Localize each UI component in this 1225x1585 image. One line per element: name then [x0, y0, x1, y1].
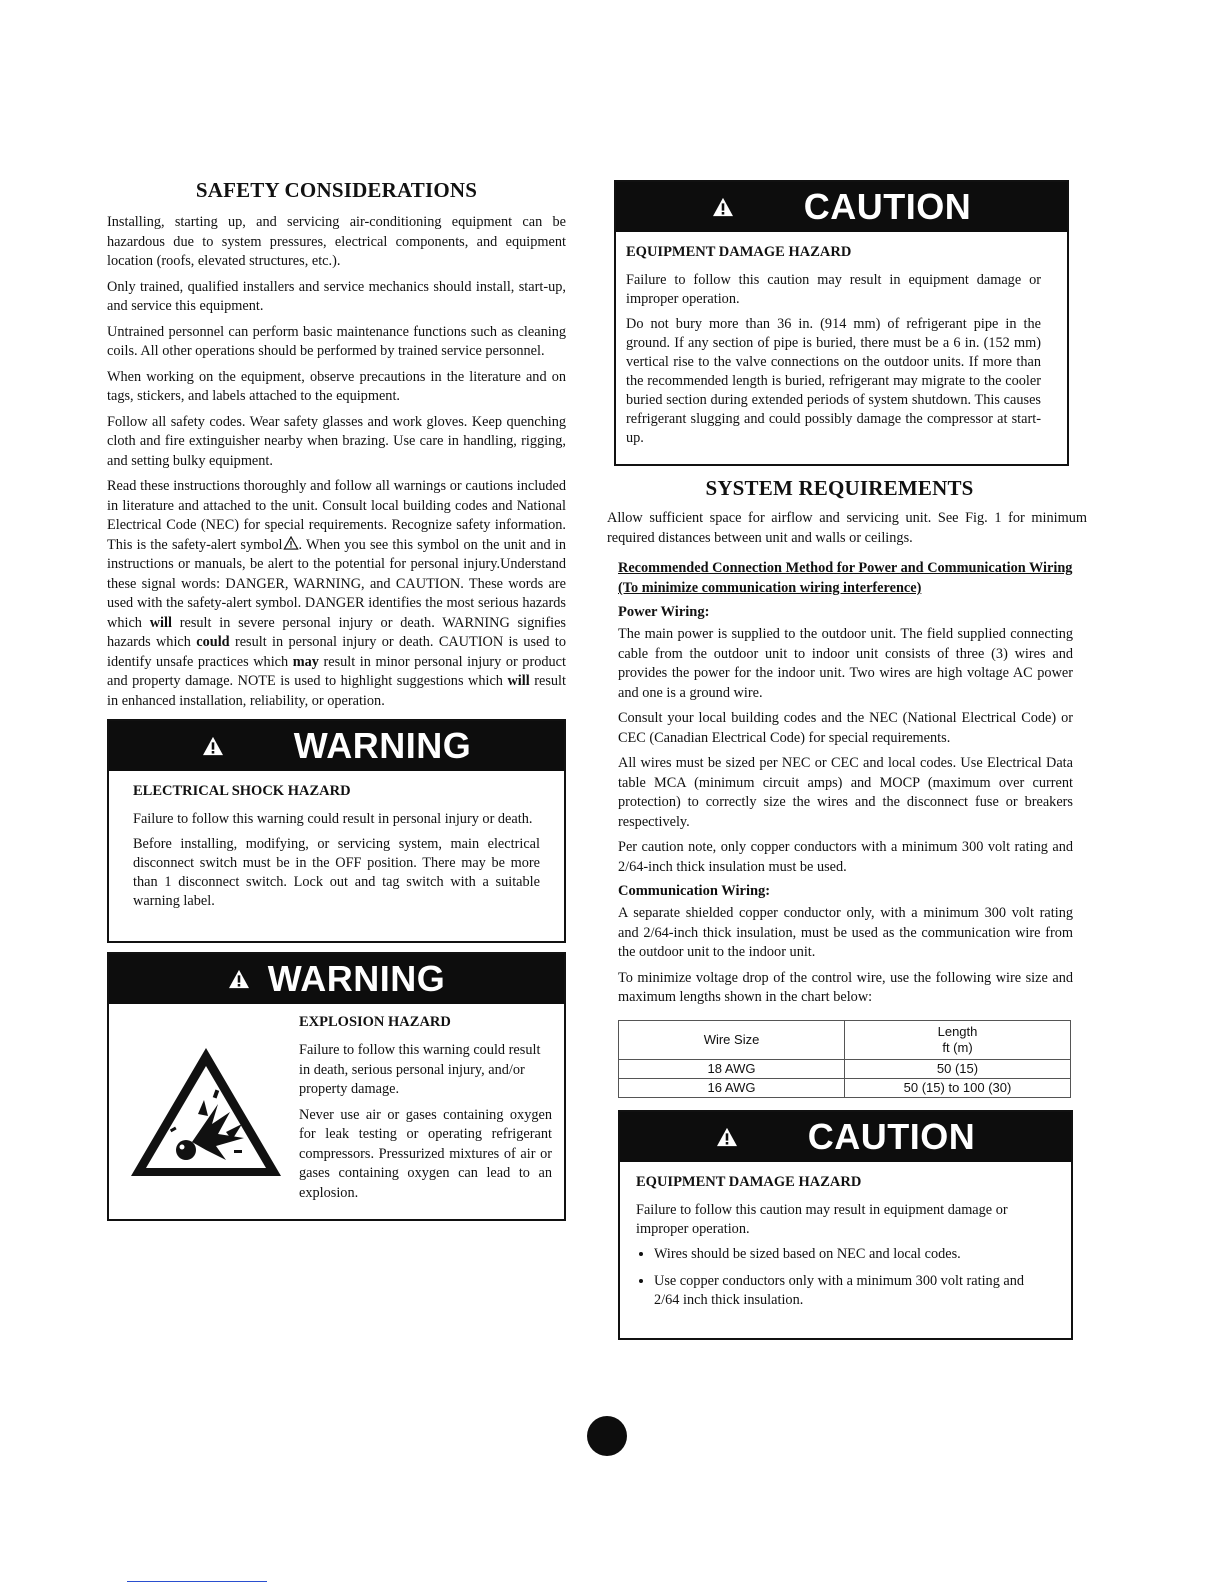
table-row — [619, 1078, 1071, 1097]
caution-text-1: Failure to follow this caution may result in equipment damage or improper operation. — [636, 1201, 1008, 1237]
explosion-icon — [121, 1014, 291, 1209]
page-marker-dot — [587, 1416, 627, 1456]
safety-alert-symbol-icon — [283, 536, 299, 550]
communication-wiring-text-1: A separate shielded copper conductor only, with a minimum 300 volt rating and 2/64-inch thick insulation, must be used as the communication wire from the outdoor unit to the indoor unit. — [618, 905, 1073, 960]
caution-header — [620, 1112, 1071, 1162]
safety-title: SAFETY CONSIDERATIONS — [195, 178, 478, 202]
power-wiring-text-1: The main power is supplied to the outdoor unit. The field supplied connecting cable from the outdoor unit to indoor unit consists of three (3) wires and provides the power for the indoor unit. Two wires are high voltage AC power and one is a ground wire. — [618, 626, 1073, 701]
power-wiring-text-2: Consult your local building codes and the NEC (National Electrical Code) or CEC (Canadian Electrical Code) for special requirements. — [618, 710, 1073, 746]
safety-paragraph-3: Untrained personnel can perform basic maintenance functions such as cleaning coils. All other operations should be performed by trained service personnel. — [107, 323, 566, 359]
warning-label: WARNING — [267, 958, 446, 999]
warning-header — [109, 954, 564, 1004]
warning-box-explosion — [107, 952, 566, 1221]
wire-size-table — [618, 1020, 1071, 1098]
warning-label: WARNING — [293, 725, 472, 766]
caution-label: CAUTION — [803, 186, 972, 227]
system-title: SYSTEM REQUIREMENTS — [705, 476, 974, 500]
table-row — [619, 1059, 1071, 1078]
caution-text-2: Do not bury more than 36 in. (914 mm) of refrigerant pipe in the ground. If any section of pipe is buried, there must be a 6 in. (152 mm) vertical rise to the valve connections on the outdoor units. If more than the recommended length is buried, refrigerant may migrate to the cooler buried section during extended periods of system shutdown. This causes refrigerant slugging and could possibly damage the compressor at start-up. — [626, 316, 1041, 446]
warning-triangle-icon — [202, 736, 224, 756]
safety-paragraph-1: Installing, starting up, and servicing air-conditioning equipment can be hazardous due to system pressures, electrical components, and equipment location (roofs, elevated structures, etc.). — [107, 214, 566, 269]
warning-text-2: Before installing, modifying, or servicing system, main electrical disconnect switch must be in the OFF position. There may be more than 1 disconnect switch. Lock out and tag switch with a suitable warning label. — [133, 836, 540, 909]
communication-wiring-text-2: To minimize voltage drop of the control wire, use the following wire size and maximum lengths shown in the chart below: — [618, 969, 1073, 1005]
caution-label: CAUTION — [807, 1115, 976, 1157]
warning-header — [109, 721, 564, 771]
length-header: Length ft (m) — [845, 1020, 1071, 1059]
warning-text-1: Failure to follow this warning could result in death, serious personal injury, and/or property damage. — [299, 1042, 541, 1097]
hazard-title: EQUIPMENT DAMAGE HAZARD — [626, 244, 852, 260]
caution-text-1: Failure to follow this caution may result in equipment damage or improper operation. — [626, 272, 1041, 307]
wire-size-cell: 16 AWG — [619, 1078, 845, 1097]
safety-paragraph-4: When working on the equipment, observe precautions in the literature and on tags, stickers, and labels attached to the equipment. — [107, 368, 566, 404]
communication-wiring-heading: Communication Wiring: — [618, 883, 771, 899]
power-wiring-text-3: All wires must be sized per NEC or CEC and local codes. Use Electrical Data table MCA (minimum circuit amps) and MOCP (maximum over current protection) to correctly size the wires and the disconnect fuse or breakers respectively. — [618, 755, 1073, 830]
warning-box-electrical — [107, 719, 566, 943]
power-wiring-heading: Power Wiring: — [618, 604, 710, 620]
wire-size-header: Wire Size — [619, 1020, 845, 1059]
caution-triangle-icon — [716, 1127, 738, 1147]
hazard-title: EQUIPMENT DAMAGE HAZARD — [636, 1173, 862, 1190]
left-column — [107, 178, 566, 1221]
warning-triangle-icon — [228, 969, 250, 989]
caution-box-buried-pipe — [614, 180, 1069, 466]
warning-text-2: Never use air or gases containing oxygen for leak testing or operating refrigerant compressors. Pressurized mixtures of air or gases containing oxygen can lead to an explosion. — [299, 1106, 552, 1201]
length-cell: 50 (15) to 100 (30) — [845, 1078, 1071, 1097]
list-item: • Wires should be sized based on NEC and local codes. — [654, 1245, 1045, 1264]
caution-box-wiring — [618, 1110, 1073, 1340]
hazard-title: ELECTRICAL SHOCK HAZARD — [133, 783, 351, 799]
caution-bullet-list — [636, 1245, 1045, 1310]
hazard-title: EXPLOSION HAZARD — [299, 1014, 451, 1030]
list-item: • Use copper conductors only with a minimum 300 volt rating and 2/64 inch thick insulation. — [654, 1272, 1045, 1310]
footer-line — [127, 1581, 267, 1582]
recommended-method-heading: Recommended Connection Method for Power and Communication Wiring (To minimize communication wiring interference) — [618, 560, 1073, 596]
power-wiring-text-4: Per caution note, only copper conductors with a minimum 300 volt rating and 2/64-inch thick insulation must be used. — [618, 839, 1073, 875]
caution-header — [616, 182, 1067, 232]
warning-text-1: Failure to follow this warning could result in personal injury or death. — [133, 811, 533, 827]
table-header-row — [619, 1020, 1071, 1059]
length-cell: 50 (15) — [845, 1059, 1071, 1078]
system-intro: Allow sufficient space for airflow and servicing unit. See Fig. 1 for minimum required distances between unit and walls or ceilings. — [607, 510, 1087, 546]
safety-paragraph-6: Read these instructions thoroughly and follow all warnings or cautions included in literature and attached to the unit. Consult local building codes and National Electrical Code (NEC) for special requirements. Recognize safety information. This is the safety-alert symbol . When you see this symbol on the unit and in instructions or manuals, be alert to the potential for personal injury.Understand these signal words: DANGER, WARNING, and CAUTION. These words are used with the safety-alert symbol. DANGER identifies the most serious hazards which will result in severe personal injury or death. WARNING signifies hazards which could result in personal injury or death. CAUTION is used to identify unsafe practices which may result in minor personal injury or product and property damage. NOTE is used to highlight suggestions which will result in enhanced installation, reliability, or operation. — [107, 478, 566, 709]
caution-triangle-icon — [712, 197, 734, 217]
right-column — [607, 180, 1087, 1340]
safety-paragraph-2: Only trained, qualified installers and service mechanics should install, start-up, and service this equipment. — [107, 278, 566, 314]
safety-paragraph-5: Follow all safety codes. Wear safety glasses and work gloves. Keep quenching cloth and fire extinguisher nearby when brazing. Use care in handling, rigging, and setting bulky equipment. — [107, 413, 566, 469]
wire-size-cell: 18 AWG — [619, 1059, 845, 1078]
wiring-section — [614, 558, 1073, 1340]
